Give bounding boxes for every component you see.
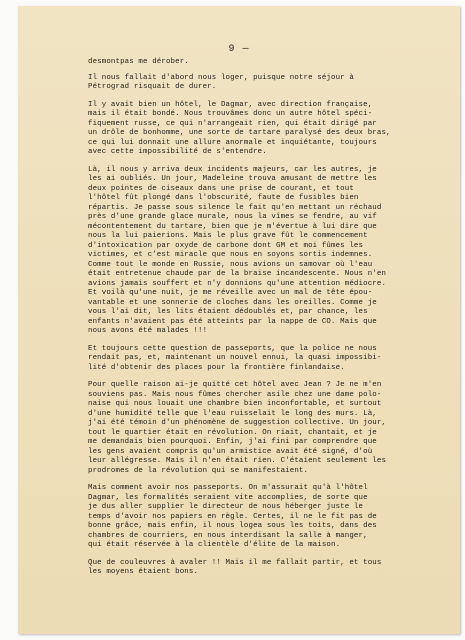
text-line: souviens pas. Mais nous fûmes chercher asile chez une dame polo- <box>88 390 382 399</box>
text-line: Et toujours cette question de passeports, que la police ne nous <box>88 344 377 353</box>
text-line: vantable et une sonnerie de cloches dans les oreilles. Comme je <box>88 298 377 307</box>
text-line: victimes, et c'est miracle que nous en soyons sortis indemnes. <box>88 251 373 259</box>
text-line: me demandais bien pourquoi. Enfin, j'ai fini par comprendre que <box>88 438 377 446</box>
text-line: mais il était bondé. Nous trouvâmes donc un autre hôtel spéci- <box>88 110 373 118</box>
text-line: chambres de courriers, en nous interdisant la salle à manger, <box>88 531 368 540</box>
text-line: fiquement russe, ce qui n'arrangeait rien, qui était dirigé par <box>88 119 377 128</box>
text-line: bonne grâce, mais enfin, il nous logea sous les toits, dans des <box>88 522 377 530</box>
paragraph <box>88 166 460 337</box>
text-line: avions jamais souffert et n'y donnions qu'une attention médiocre. <box>88 279 387 288</box>
paragraph <box>88 58 460 68</box>
text-line: temps d'avoir nos papiers en règle. Certes, il ne le fit pas de <box>88 512 377 521</box>
body-text <box>88 58 460 588</box>
text-line: les moyens étaient bons. <box>88 568 199 576</box>
text-line: Dagmar, les formalités seraient vite accomplies, de sorte que <box>88 493 368 502</box>
text-line: qui était réservée à la clientèle d'élite de la maison. <box>88 541 341 549</box>
paragraph <box>88 74 460 93</box>
text-line: j'ai été témoin d'un phénomène de suggestion collective. Un jour, <box>88 419 387 427</box>
text-line: Pétrograd risquait de durer. <box>88 83 217 91</box>
typewritten-page <box>18 6 460 634</box>
text-line: avec cette impossibilité de s'entendre. <box>88 148 267 156</box>
text-line: était entretenue chaude par de la braise incandescente. Nous n'en <box>88 270 387 278</box>
text-line: desmontpas me dérober. <box>88 58 189 66</box>
text-line: Pour quelle raison ai-je quitté cet hôtel avec Jean ? Je ne m'en <box>88 381 382 389</box>
paragraph <box>88 101 460 158</box>
text-line: Là, il nous y arriva deux incidents majeurs, car les autres, je <box>88 165 377 174</box>
text-line: l'hôtel fût plongé dans l'obscurité, faute de fusibles bien <box>88 194 359 202</box>
text-line: leur allégresse. Mais il n'en était rien. C'étaient seulement les <box>88 457 387 465</box>
text-line: enfants n'avaient pas été atteints par la nappe de CO. Mais que <box>88 317 377 326</box>
page-number: 9 — <box>228 44 250 55</box>
text-line: nous avons été malades !!! <box>88 327 208 335</box>
text-line: Et voilà qu'une nuit, je me réveille avec un mal de tête épou- <box>88 289 373 297</box>
text-line: ce qui lui donnait une allure anormale et inquiétante, toujours <box>88 138 377 147</box>
text-line: deux pointes de ciseaux dans une prise de courant, et tout <box>88 184 354 193</box>
text-line: je dus aller supplier le directeur de nous héberger juste le <box>88 503 364 511</box>
text-line: Il y avait bien un hôtel, le Dagmar, avec direction française, <box>88 100 373 109</box>
text-line: nous la lui paierions. Mais le plus grave fût le commencement <box>88 232 368 240</box>
text-line: un drôle de bonhomme, une sorte de tartare paralysé des deux bras, <box>88 129 391 137</box>
text-line: Mais comment avoir nos passeports. On m'assurait qu'à l'hôtel <box>88 484 368 492</box>
text-line: Que de couleuvres à avaler !! Mais il me fallait partir, et tous <box>88 558 382 567</box>
text-line: lité d'obtenir des places pour la frontière finlandaise. <box>88 363 345 372</box>
text-line: d'intoxication par oxyde de carbone dont GM et moi fûmes les <box>88 241 364 250</box>
paragraph <box>88 381 460 476</box>
text-line: d'une humidité telle que l'eau ruisselait le long des murs. Là, <box>88 409 377 418</box>
paragraph <box>88 345 460 374</box>
paragraph <box>88 559 460 578</box>
text-line: les gens avaient compris qu'un armistice avait été signé, d'où <box>88 447 373 456</box>
text-line: répartis. Je passe sous silence le fait qu'en mettant un réchaud <box>88 203 382 212</box>
text-line: naise qui nous louait une chambre bien inconfortable, et surtout <box>88 400 382 408</box>
text-line: rendait pas, et, maintenant un nouvel ennui, la quasi impossibi- <box>88 354 382 362</box>
text-line: les ai oubliés. Un jour, Madeleine trouva amusant de mettre les <box>88 175 377 183</box>
text-line: Comme tout le monde en Russie, nous avions un samovar où l'eau <box>88 260 373 269</box>
text-line: Il nous fallait d'abord nous loger, puisque notre séjour à <box>88 73 354 82</box>
paragraph <box>88 484 460 551</box>
text-line: vous l'ai dit, les lits étaient dédoublés et, par chance, les <box>88 308 368 316</box>
text-line: tout le quartier était en révolution. On riait, chantait, et je <box>88 428 377 437</box>
text-line: prodromes de la révolution qui se manifestaient. <box>88 466 309 475</box>
text-line: mécontentement du tartare, bien que je m'évertue à lui dire que <box>88 222 377 231</box>
text-line: près d'une grande glace murale, nous la vîmes se fendre, au vif <box>88 213 377 221</box>
